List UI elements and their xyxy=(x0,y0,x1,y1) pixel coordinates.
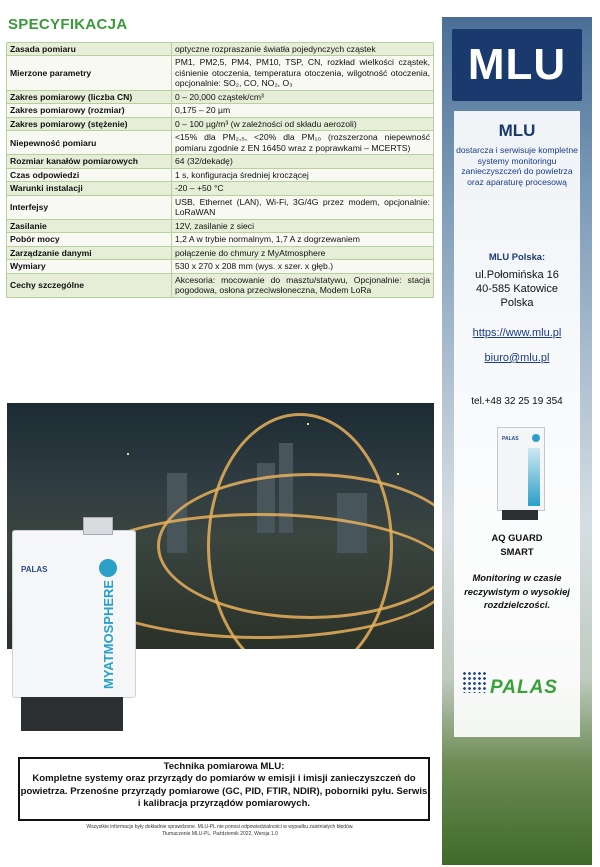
company-name: MLU xyxy=(498,121,536,140)
spec-label: Zasilanie xyxy=(7,219,172,232)
spec-value: USB, Ethernet (LAN), Wi-Fi, 3G/4G przez modem, opcjonalnie: LoRaWAN xyxy=(172,195,434,219)
spec-value: 0 – 100 µg/m³ (w zależności od składu aerozoli) xyxy=(172,117,434,130)
spec-row xyxy=(7,260,434,273)
spec-row xyxy=(7,168,434,181)
spec-label: Mierzone parametry xyxy=(7,56,172,90)
page-title: SPECYFIKACJA xyxy=(8,16,128,33)
company-intro: dostarcza i serwisuje kompletne systemy monitoringu zanieczyszczeń do powietrza oraz aparaturę procesową xyxy=(456,145,578,188)
spec-value: 64 (32/dekadę) xyxy=(172,155,434,168)
sidebar xyxy=(442,17,592,865)
city-light xyxy=(307,423,309,425)
city-light xyxy=(127,453,129,455)
spec-value: połączenie do chmury z MyAtmosphere xyxy=(172,246,434,259)
phone-number: tel.+48 32 25 19 354 xyxy=(471,396,563,407)
spec-row xyxy=(7,104,434,117)
product-image-brand: PALAS xyxy=(502,436,519,442)
spec-value: optyczne rozpraszanie światła pojedynczych cząstek xyxy=(172,43,434,56)
spec-label: Wymiary xyxy=(7,260,172,273)
device-logo-icon xyxy=(99,559,117,577)
city-light xyxy=(397,473,399,475)
device-image xyxy=(12,530,136,698)
spec-label: Zarządzanie danymi xyxy=(7,246,172,259)
spec-value: PM1, PM2,5, PM4, PM10, TSP, CN, rozkład wielkości cząstek, ciśnienie otoczenia, temperatura otoczenia, wilgotność otoczenia, opcjonalnie: SO₂, CO, NO₂, O₃ xyxy=(172,56,434,90)
device-inlet xyxy=(83,517,113,535)
product-image-logo-icon xyxy=(532,434,540,442)
device-vertical-text: MYATMOSPHERE xyxy=(101,579,116,689)
spec-row xyxy=(7,182,434,195)
product-name-line2: SMART xyxy=(500,545,534,557)
spec-row xyxy=(7,155,434,168)
spec-label: Zakres pomiarowy (stężenie) xyxy=(7,117,172,130)
spec-value: -20 – +50 °C xyxy=(172,182,434,195)
spec-row xyxy=(7,233,434,246)
spec-table-body xyxy=(7,43,434,298)
spec-label: Czas odpowiedzi xyxy=(7,168,172,181)
spec-value: <15% dla PM₂,₅, <20% dla PM₁₀ (rozszerzona niepewność pomiaru zgodnie z EN 16450 wraz z poprawkami – MCERTS) xyxy=(172,131,434,155)
spec-label: Zasada pomiaru xyxy=(7,43,172,56)
info-heading: Technika pomiarowa MLU: xyxy=(163,761,285,772)
website-link[interactable]: https://www.mlu.pl xyxy=(472,327,562,339)
footer-version: Tłumaczenie MLU-PL, Październik 2022, Wersja 1.0 xyxy=(162,831,278,837)
info-text: Kompletne systemy oraz przyrządy do pomiarów w emisji i imisji zanieczyszczeń do powietrza. Przenośne przyrządy pomiarowe (GC, PID, FTIR, NDIR), poborniki pyłu. Serwis i kalibracja przyrządów pomiarowych. xyxy=(20,773,428,810)
spec-value: 1,2 A w trybie normalnym, 1,7 A z dogrzewaniem xyxy=(172,233,434,246)
device-label xyxy=(93,579,133,691)
product-image xyxy=(497,427,545,511)
footer xyxy=(0,824,440,838)
spec-value: 0 – 20,000 cząstek/cm³ xyxy=(172,90,434,103)
spec-row xyxy=(7,195,434,219)
product-name xyxy=(454,531,580,558)
spec-value: 0,175 – 20 µm xyxy=(172,104,434,117)
address-city: 40-585 Katowice xyxy=(476,283,558,296)
product-image-base xyxy=(502,510,538,520)
footer-disclaimer: Wszystkie informacje były dokładnie sprawdzone. MLU-PL nie ponosi odpowiedzialności w wypadku zaistniałych błędów. xyxy=(86,824,354,830)
address-country: Polska xyxy=(500,297,534,310)
device-base xyxy=(21,697,123,731)
spec-label: Cechy szczególne xyxy=(7,273,172,297)
spec-row xyxy=(7,131,434,155)
spec-row xyxy=(7,90,434,103)
mlu-logo: MLU xyxy=(452,29,582,101)
spec-row xyxy=(7,43,434,56)
spec-row xyxy=(7,56,434,90)
spec-row xyxy=(7,273,434,297)
palas-dots-icon xyxy=(462,671,488,693)
spec-label: Interfejsy xyxy=(7,195,172,219)
office-label: MLU Polska: xyxy=(488,251,546,262)
spec-row xyxy=(7,246,434,259)
spec-row xyxy=(7,117,434,130)
palas-logo: PALAS xyxy=(490,677,558,698)
spec-label: Rozmiar kanałów pomiarowych xyxy=(7,155,172,168)
spec-label: Niepewność pomiaru xyxy=(7,131,172,155)
spec-value: 530 x 270 x 208 mm (wys. x szer. x głęb.) xyxy=(172,260,434,273)
sidebar-panel xyxy=(454,111,580,737)
spec-label: Zakres pomiarowy (liczba CN) xyxy=(7,90,172,103)
highway xyxy=(207,413,393,649)
product-description: Monitoring w czasie reczywistym o wysokiej rozdzielczości. xyxy=(464,572,570,611)
spec-value: 1 s, konfiguracja średniej kroczącej xyxy=(172,168,434,181)
email-link[interactable]: biuro@mlu.pl xyxy=(484,352,550,364)
device-brand: PALAS xyxy=(21,565,48,574)
product-image-stripe xyxy=(528,448,540,506)
product-name-line1: AQ GUARD xyxy=(491,532,543,543)
spec-label: Warunki instalacji xyxy=(7,182,172,195)
spec-table xyxy=(6,42,434,298)
spec-value: 12V, zasilanie z sieci xyxy=(172,219,434,232)
info-box xyxy=(18,757,430,821)
spec-row xyxy=(7,219,434,232)
spec-value: Akcesoria: mocowanie do masztu/statywu, Opcjonalnie: stacja pogodowa, osłona przeciwsłoneczna, Modem LoRa xyxy=(172,273,434,297)
address xyxy=(454,268,580,310)
spec-label: Pobór mocy xyxy=(7,233,172,246)
address-street: ul.Połomińska 16 xyxy=(475,269,559,281)
spec-label: Zakres pomiarowy (rozmiar) xyxy=(7,104,172,117)
